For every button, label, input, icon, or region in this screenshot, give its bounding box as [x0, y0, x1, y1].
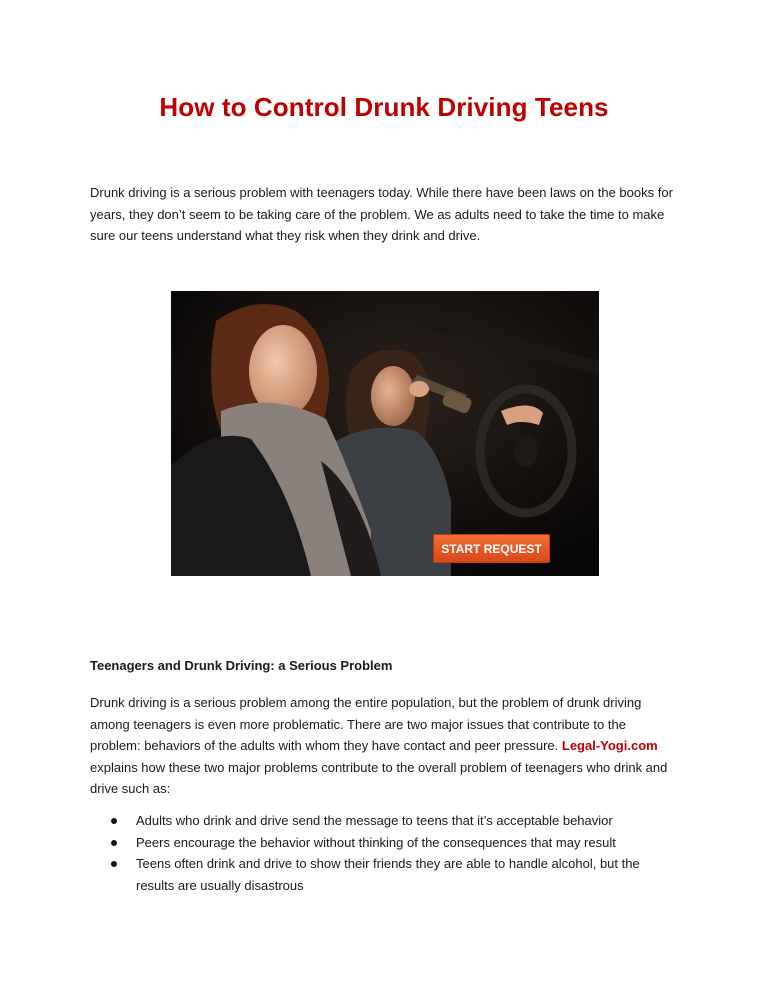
section-paragraph [90, 692, 680, 800]
list-item-text: Teens often drink and drive to show their friends they are able to handle alcohol, but the results are usually disastrous [136, 856, 640, 893]
intro-paragraph: Drunk driving is a serious problem with teenagers today. While there have been laws on the books for years, they don’t seem to be taking care of the problem. We as adults need to take the time to make sure our teens understand what they risk when they drink and drive. [90, 185, 673, 243]
list-item [108, 832, 678, 854]
start-request-button[interactable]: START REQUEST [433, 534, 550, 563]
legal-yogi-link[interactable]: Legal-Yogi.com [561, 738, 658, 753]
list-item-text: Adults who drink and drive send the message to teens that it’s acceptable behavior [136, 813, 613, 828]
list-item-text: Peers encourage the behavior without thinking of the consequences that may result [136, 834, 616, 850]
list-item [108, 853, 678, 896]
bullet-list [108, 810, 678, 896]
page-title: How to Control Drunk Driving Teens [159, 92, 609, 122]
bullet-icon [111, 840, 117, 846]
bullet-icon [111, 861, 117, 867]
paragraph-text-end: explains how these two major problems contribute to the overall problem of teenagers who drink and drive such as: [90, 759, 668, 796]
list-item [108, 810, 678, 832]
teens-driving-photo [171, 291, 599, 576]
paragraph-text-start: Drunk driving is a serious problem among the entire population, but the problem of drunk driving among teenagers is even more problematic. There are two major issues that contribute to the problem: behaviors of the adults with whom they have contact and peer pressure. [90, 695, 642, 753]
bullet-icon [111, 818, 117, 824]
section-heading: Teenagers and Drunk Driving: a Serious Problem [90, 658, 393, 673]
